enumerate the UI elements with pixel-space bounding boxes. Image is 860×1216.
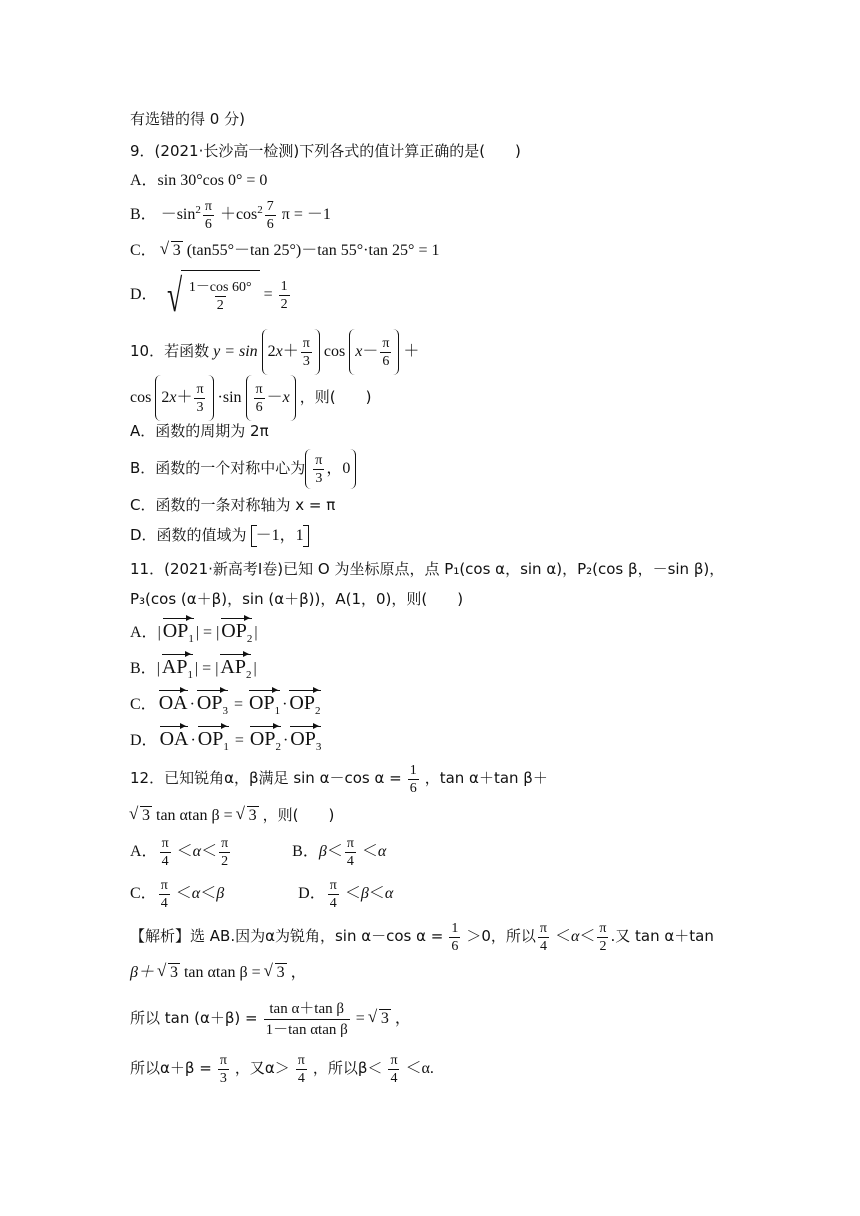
sqrt-3: √ 3 bbox=[237, 805, 259, 827]
q11-stem-line2: P₃(cos (α＋β)，sin (α＋β))，A(1，0)，则( ) bbox=[130, 590, 464, 608]
q9-option-d bbox=[130, 270, 292, 321]
q11-option-b: B．| $AP_1$ | = | $AP_2$ | bbox=[130, 656, 257, 686]
question-text: ，则( ) bbox=[299, 388, 372, 406]
fraction: $\frac{\pi}{6}$ bbox=[204, 199, 212, 232]
vector: $OP_3$ bbox=[290, 728, 321, 758]
solution-text: 所以α＋β = bbox=[130, 1059, 212, 1077]
vector: $OP_1$ bbox=[249, 692, 280, 722]
fraction: $\frac{1-\cos 60^\circ}{2}$ bbox=[188, 279, 252, 313]
math-text: ＜α. bbox=[405, 1060, 434, 1077]
math-text: tan αtan β = bbox=[156, 807, 233, 824]
math-text: = bbox=[263, 286, 273, 304]
math-text: ·sin bbox=[217, 389, 242, 406]
q12-options-cd bbox=[130, 874, 393, 914]
fraction: $\frac{7}{6}$ bbox=[266, 199, 274, 232]
vector: $OP_2$ bbox=[289, 692, 320, 722]
solution-text: 【解析】选 AB.因为α为锐角，sin α－cos α = bbox=[130, 927, 444, 945]
option-label: D． bbox=[130, 732, 158, 749]
option-label: C． bbox=[130, 696, 157, 713]
math-text: cos bbox=[130, 389, 152, 406]
math-text: β＋ bbox=[130, 964, 154, 981]
vector: OA bbox=[158, 692, 188, 714]
q9-option-c bbox=[130, 240, 439, 262]
math-text: π = －1 bbox=[281, 206, 331, 224]
q10-option-c: C．函数的一条对称轴为 x = π bbox=[130, 496, 336, 514]
q12-option-b: B．β＜ $\frac{\pi}{4}$ ＜α bbox=[292, 835, 387, 869]
q10-option-a: A．函数的周期为 2π bbox=[130, 422, 269, 440]
q11-option-a: A．| $OP_1$ | = | $OP_2$ | bbox=[130, 620, 258, 650]
q12-option-a: A． $\frac{\pi}{4}$ ＜α＜ $\frac{\pi}{2}$ bbox=[130, 835, 229, 869]
vector: $OP_2$ bbox=[221, 620, 252, 650]
vector: OA bbox=[159, 728, 189, 750]
math-text: = bbox=[355, 1010, 365, 1027]
q9-option-b: B． $-\sin^2$ $\frac{\pi}{6}$ $+\cos^2$ $\frac{7}{6}$ π = －1 bbox=[130, 199, 331, 232]
sqrt-3: √ 3 bbox=[369, 993, 391, 1045]
vector: $AP_1$ bbox=[162, 656, 193, 686]
math-text: cos bbox=[323, 343, 346, 360]
solution-line2: β＋ √ 3 tan αtan β = √ 3 ， bbox=[130, 962, 307, 984]
option-label: B． bbox=[130, 206, 157, 224]
solution-line4: 所以α＋β = $\frac{\pi}{3}$ ，又α＞ $\frac{\pi}{4}$ ，所以β＜ $\frac{\pi}{4}$ ＜α. bbox=[130, 1052, 434, 1086]
vector: $OP_1$ bbox=[163, 620, 194, 650]
fraction: $\frac{1}{2}$ bbox=[280, 279, 288, 312]
q10-stem-line1 bbox=[130, 328, 419, 375]
vector: $AP_2$ bbox=[220, 656, 251, 686]
big-sqrt: √ $\frac{1-\cos 60^\circ}{2}$ bbox=[162, 270, 260, 321]
sqrt-3: √ 3 bbox=[161, 240, 183, 262]
option-label: C． bbox=[130, 242, 157, 259]
math-text: (tan55°－tan 25°)－tan 55°·tan 25° = 1 bbox=[186, 242, 440, 259]
solution-text: ，所以β＜ bbox=[312, 1059, 383, 1077]
q11-option-c: C． OA · $OP_3 = OP_1 \cdot OP_2$ bbox=[130, 692, 323, 722]
paren-group: x－ $\frac{\pi}{6}$ bbox=[349, 329, 399, 375]
math-text: ＋ bbox=[403, 343, 420, 360]
solution-line1: 【解析】选 AB.因为α为锐角，sin α－cos α = $\frac{1}{6}$ ＞0，所以 $\frac{\pi}{4}$ ＜α＜ $\frac{\pi}{2}$ .又 tan α＋tan bbox=[130, 920, 714, 954]
math-text: y = sin bbox=[213, 343, 258, 360]
q9-stem: 9．(2021·长沙高一检测)下列各式的值计算正确的是( ) bbox=[130, 142, 521, 160]
q12-options-ab bbox=[130, 832, 386, 872]
paren-group: $\frac{\pi}{3}$ ，0 bbox=[305, 449, 356, 489]
sqrt-3: √ 3 bbox=[130, 805, 152, 827]
q11-option-d: D． OA · $OP_1 = OP_2 \cdot OP_3$ bbox=[130, 728, 323, 758]
paren-group: 2x＋ $\frac{\pi}{3}$ bbox=[262, 329, 320, 375]
option-label: B． bbox=[130, 660, 157, 677]
q12-stem-line1 bbox=[130, 758, 548, 799]
q12-option-c: C． $\frac{\pi}{4}$ ＜α＜β bbox=[130, 877, 225, 911]
solution-text: ，又α＞ bbox=[234, 1059, 290, 1077]
solution-text: ＞0，所以 bbox=[466, 927, 536, 945]
paren-group: 2x＋ $\frac{\pi}{3}$ bbox=[155, 375, 213, 421]
solution-text: .又 tan α＋tan bbox=[610, 927, 714, 945]
solution-text: 所以 tan (α＋β) = bbox=[130, 1009, 258, 1027]
q10-option-d bbox=[130, 524, 309, 547]
option-label: D． bbox=[130, 286, 158, 304]
paren-group: $\frac{\pi}{6}$ －x bbox=[246, 375, 296, 421]
math-text: ＋cos bbox=[219, 206, 258, 224]
q8-tail: 有选错的得 0 分) bbox=[130, 110, 245, 128]
sqrt-3: √ 3 bbox=[158, 962, 180, 984]
q12-option-d: D． $\frac{\pi}{4}$ ＜β＜α bbox=[298, 877, 394, 911]
option-text: D．函数的值域为 bbox=[130, 526, 247, 544]
bracket-group: －1，1 bbox=[251, 525, 309, 547]
fraction: $\frac{1}{6}$ bbox=[409, 762, 417, 796]
q10-option-b bbox=[130, 448, 356, 489]
fraction: $\frac{\text{tan α＋tan β}}{\text{1－tan αtan β}}$ bbox=[265, 1000, 348, 1038]
option-label: A． bbox=[130, 624, 158, 641]
q12-stem-line2 bbox=[130, 804, 334, 827]
solution-line3: 所以 tan (α＋β) = $\frac{\text{tan α＋tan β}}{\text{1－tan αtan β}}$ = √ 3 ， bbox=[130, 992, 411, 1045]
question-text: ，tan α＋tan β＋ bbox=[424, 769, 548, 787]
math-text: －sin bbox=[160, 206, 196, 224]
option-text: B．函数的一个对称中心为 bbox=[130, 459, 306, 477]
vector: $OP_3$ bbox=[197, 692, 228, 722]
fraction: $\frac{1}{6}$ bbox=[451, 920, 459, 954]
vector: $OP_2$ bbox=[250, 728, 281, 758]
q10-stem-line2 bbox=[130, 374, 371, 421]
q9-option-a: A．sin 30°cos 0° = 0 bbox=[130, 172, 268, 189]
sqrt-3: √ 3 bbox=[265, 962, 287, 984]
question-text: 12．已知锐角α，β满足 sin α－cos α = bbox=[130, 769, 402, 787]
q11-stem-line1: 11．(2021·新高考Ⅰ卷)已知 O 为坐标原点，点 P₁(cos α，sin α)，P₂(cos β，－sin β)， bbox=[130, 560, 725, 578]
question-text: ，则( ) bbox=[262, 806, 335, 824]
question-text: 10．若函数 bbox=[130, 342, 210, 360]
math-text: tan αtan β = bbox=[183, 964, 261, 981]
vector: $OP_1$ bbox=[198, 728, 229, 758]
